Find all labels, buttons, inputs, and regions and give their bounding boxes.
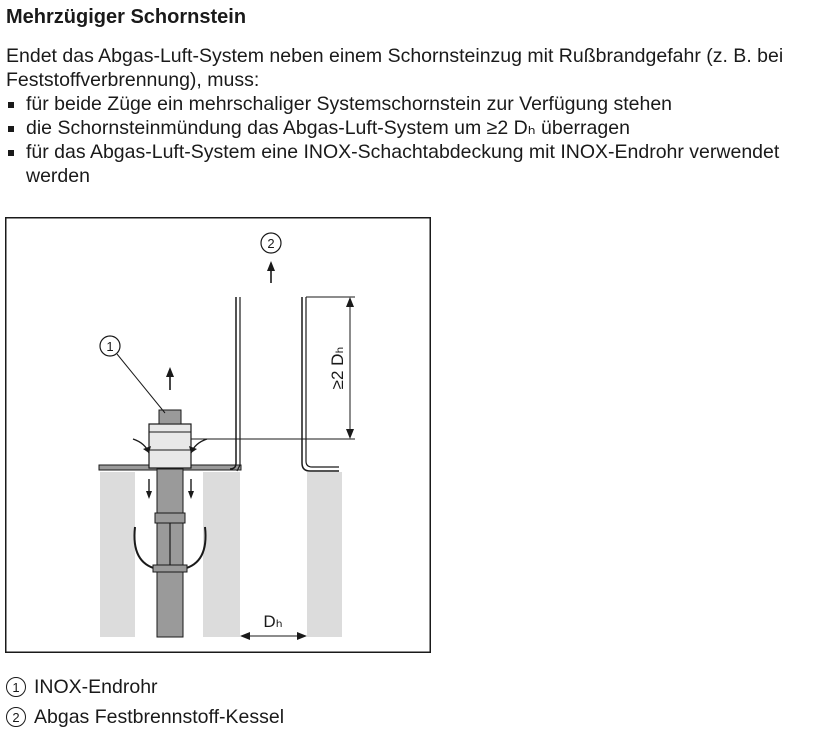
height-dimension-label: ≥2 Dₕ	[328, 346, 347, 390]
legend-marker-circle: 1	[6, 677, 26, 697]
intro-paragraph: Endet das Abgas-Luft-System neben einem Schornsteinzug mit Rußbrandgefahr (z. B. bei Feststoffverbrennung), muss:	[6, 45, 784, 91]
callout-1-leader	[117, 354, 165, 413]
inox-end-pipe	[149, 424, 191, 468]
chimney-diagram	[5, 217, 431, 653]
legend-item	[6, 672, 284, 702]
requirement-item: die Schornsteinmündung das Abgas-Luft-System um ≥2 Dₕ überragen	[6, 116, 828, 140]
shaft-wall-middle	[203, 472, 240, 637]
shaft-wall-right	[307, 472, 342, 637]
requirements-list	[6, 92, 828, 188]
figure-legend	[6, 672, 284, 732]
legend-text: Abgas Festbrennstoff-Kessel	[34, 706, 285, 728]
solid-fuel-flue	[230, 297, 236, 469]
width-dimension-label: Dₕ	[263, 612, 283, 631]
legend-item	[6, 702, 284, 732]
legend-marker-circle: 2	[6, 707, 26, 727]
section-heading: Mehrzügiger Schornstein	[6, 6, 247, 28]
requirement-item: für das Abgas-Luft-System eine INOX-Schachtabdeckung mit INOX-Endrohr verwendet werden	[6, 140, 828, 188]
requirement-item: für beide Züge ein mehrschaliger Systemschornstein zur Verfügung stehen	[6, 92, 828, 116]
callout-1-label: 1	[106, 339, 114, 354]
shaft-wall-left	[100, 472, 135, 637]
callout-2-label: 2	[267, 236, 275, 251]
legend-text: INOX-Endrohr	[34, 676, 158, 698]
